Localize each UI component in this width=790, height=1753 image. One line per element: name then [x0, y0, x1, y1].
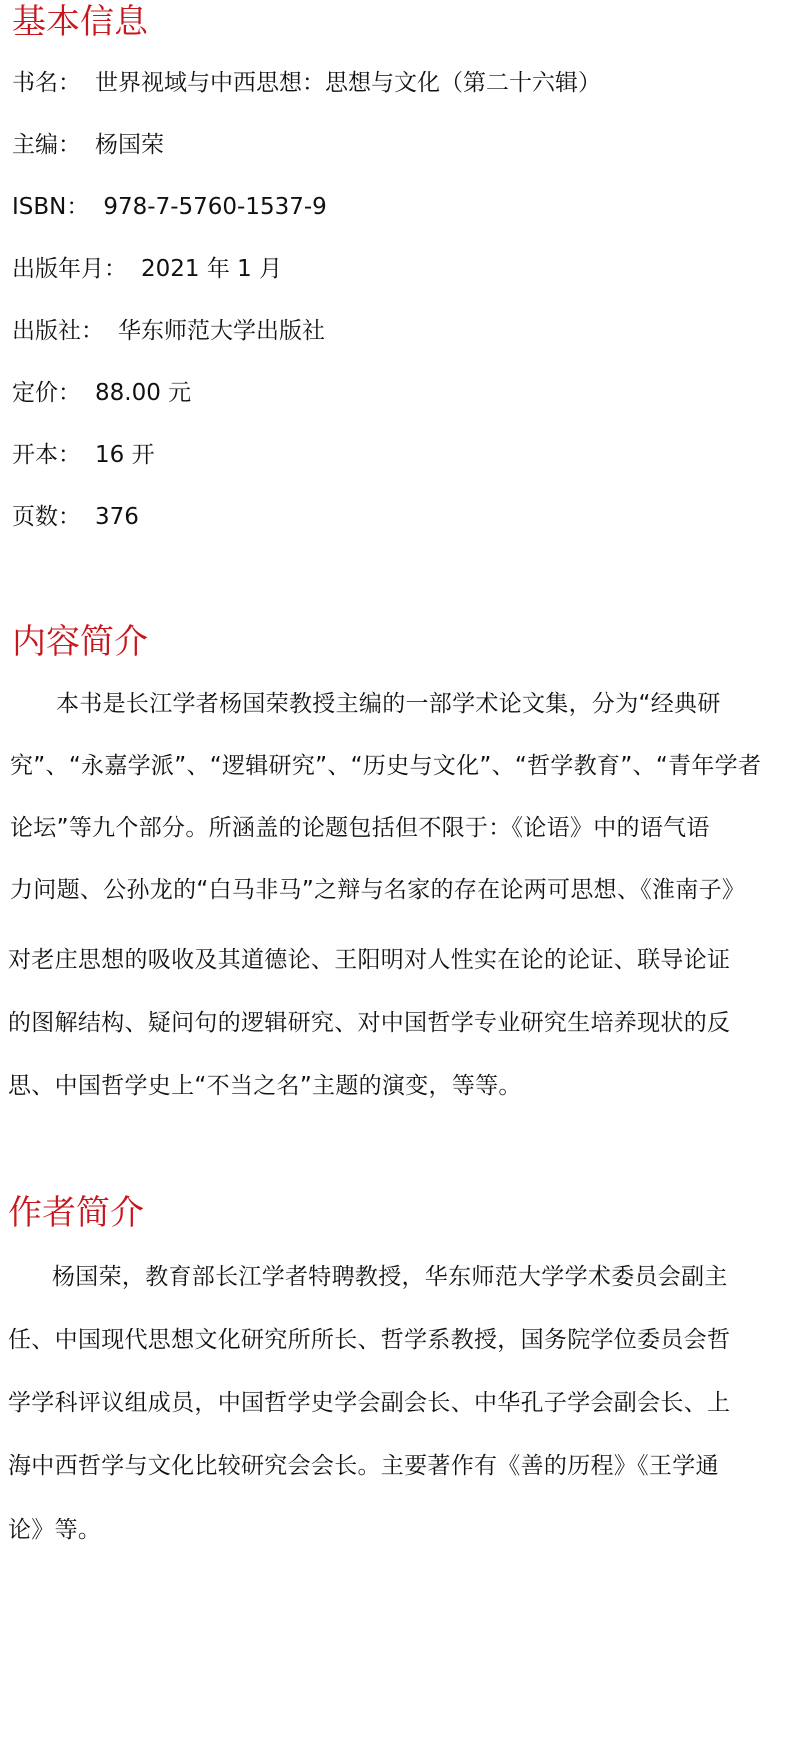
author-intro-line: 学学科评议组成员，中国哲学史学会副会长、中华孔子学会副会长、上: [8, 1390, 731, 1416]
info-row-pubdate: [12, 254, 282, 284]
info-value: 88.00 元: [95, 380, 192, 406]
info-value: 杨国荣: [95, 132, 164, 158]
content-intro-line: 思、中国哲学史上“不当之名”主题的演变，等等。: [8, 1073, 522, 1099]
author-intro-line: 论》等。: [8, 1517, 102, 1543]
info-value: 华东师范大学出版社: [118, 318, 325, 344]
info-row-editor: [12, 130, 164, 160]
info-value: 世界视域与中西思想：思想与文化（第二十六辑）: [95, 70, 601, 96]
info-value: 978-7-5760-1537-9: [103, 194, 327, 220]
info-row-isbn: [12, 192, 327, 222]
info-label: 主编：: [12, 132, 81, 158]
content-intro-line: 本书是长江学者杨国荣教授主编的一部学术论文集，分为“经典研: [56, 691, 721, 717]
info-label: 出版年月：: [12, 256, 127, 282]
author-intro-line: 杨国荣，教育部长江学者特聘教授，华东师范大学学术委员会副主: [52, 1264, 728, 1290]
info-label: 出版社：: [12, 318, 104, 344]
info-row-format: [12, 440, 155, 470]
author-intro-heading: 作者简介: [8, 1193, 144, 1233]
info-label: 定价：: [12, 380, 81, 406]
info-value: 376: [95, 504, 139, 530]
info-label: 页数：: [12, 504, 81, 530]
info-label: ISBN：: [12, 194, 90, 220]
author-intro-line: 海中西哲学与文化比较研究会会长。主要著作有《善的历程》《王学通: [8, 1453, 719, 1479]
content-intro-heading: 内容简介: [12, 622, 148, 662]
info-row-title: [12, 68, 601, 98]
info-value: 16 开: [95, 442, 155, 468]
content-intro-line: 的图解结构、疑问句的逻辑研究、对中国哲学专业研究生培养现状的反: [8, 1010, 731, 1036]
info-row-pages: [12, 502, 139, 532]
info-row-price: [12, 378, 191, 408]
info-value: 2021 年 1 月: [141, 256, 283, 282]
content-intro-line: 力问题、公孙龙的“白马非马”之辩与名家的存在论两可思想、《淮南子》: [10, 877, 746, 903]
content-intro-line: 究”、“永嘉学派”、“逻辑研究”、“历史与文化”、“哲学教育”、“青年学者: [10, 753, 762, 779]
content-intro-line: 论坛”等九个部分。所涵盖的论题包括但不限于：《论语》中的语气语: [10, 815, 710, 841]
info-row-publisher: [12, 316, 325, 346]
info-label: 书名：: [12, 70, 81, 96]
info-label: 开本：: [12, 442, 81, 468]
basic-info-heading: 基本信息: [12, 2, 148, 42]
content-intro-line: 对老庄思想的吸收及其道德论、王阳明对人性实在论的论证、联导论证: [8, 947, 731, 973]
author-intro-line: 任、中国现代思想文化研究所所长、哲学系教授，国务院学位委员会哲: [8, 1327, 731, 1353]
